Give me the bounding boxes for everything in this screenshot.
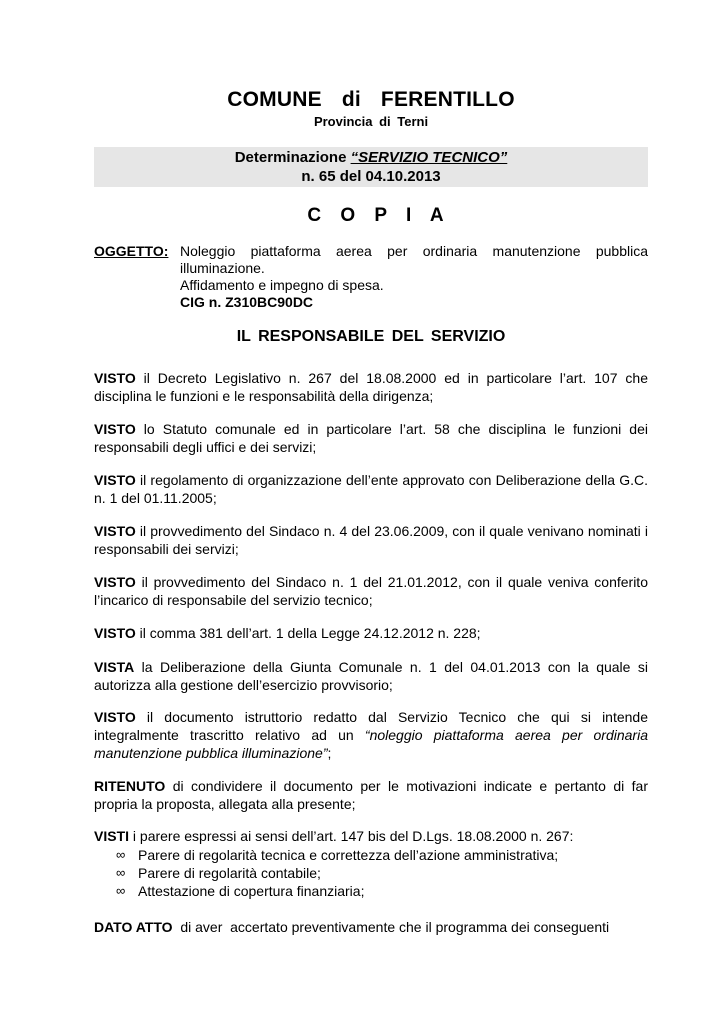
list-item-text: Parere di regolarità tecnica e correttezza dell’azione amministrativa; <box>138 847 559 863</box>
determinazione-number: n. 65 del 04.10.2013 <box>301 168 441 185</box>
paragraph <box>94 522 648 558</box>
paragraph-keyword: DATO ATTO <box>94 919 173 935</box>
paragraph-keyword: VISTO <box>94 709 136 725</box>
list-item-text: Attestazione di copertura finanziaria; <box>138 883 365 899</box>
paragraph-keyword: VISTO <box>94 370 136 386</box>
paragraph <box>94 573 648 609</box>
paragraph <box>94 708 648 762</box>
list-item <box>94 864 648 882</box>
paragraph-keyword: VISTO <box>94 574 136 590</box>
paragraph-keyword: VISTO <box>94 625 136 641</box>
paragraph-dato-atto <box>94 918 648 936</box>
paragraph <box>94 658 648 694</box>
paragraph-italic-text: “noleggio piattaforma aerea per ordinaria manutenzione pubblica illuminazione” <box>94 727 648 761</box>
paragraph-text: di condividere il documento per le motivazioni indicate e pertanto di far propria la proposta, allegata alla presente; <box>94 778 648 812</box>
determinazione-box <box>94 147 648 187</box>
bullet-list <box>94 846 648 900</box>
paragraph-tail: ; <box>327 745 332 761</box>
oggetto-line-3: Affidamento e impegno di spesa. <box>180 277 384 293</box>
paragraph-keyword: VISTO <box>94 523 136 539</box>
paragraph-text: la Deliberazione della Giunta Comunale n. 1 del 04.01.2013 con la quale si autorizza alla gestione dell’esercizio provvisorio; <box>94 659 648 693</box>
paragraph <box>94 827 648 845</box>
paragraph <box>94 777 648 813</box>
paragraph-text: il documento istruttorio redatto dal Servizio Tecnico che qui si intende integralmente trascritto relativo ad un <box>94 709 648 743</box>
section-heading: IL RESPONSABILE DEL SERVIZIO <box>236 328 506 345</box>
oggetto-line-2: illuminazione. <box>180 260 265 276</box>
paragraph <box>94 471 648 507</box>
page-subtitle: Provincia di Terni <box>313 114 429 129</box>
determinazione-service: “SERVIZIO TECNICO” <box>350 149 508 166</box>
paragraph-keyword: VISTI <box>94 828 130 844</box>
paragraph-keyword: VISTA <box>94 659 135 675</box>
copia-label: C O P I A <box>307 205 451 226</box>
determinazione-label: Determinazione <box>234 149 347 166</box>
oggetto-label: OGGETTO: <box>94 243 169 259</box>
paragraph <box>94 624 648 642</box>
paragraph-text: il comma 381 dell’art. 1 della Legge 24.12.2012 n. 228; <box>135 625 481 641</box>
paragraph-keyword: VISTO <box>94 421 136 437</box>
paragraph-text: lo Statuto comunale ed in particolare l’art. 58 che disciplina le funzioni dei responsabili degli uffici e dei servizi; <box>94 421 648 455</box>
oggetto-cig: CIG n. Z310BC90DC <box>180 294 314 310</box>
paragraph-text: il provvedimento del Sindaco n. 1 del 21.01.2012, con il quale veniva conferito l’incarico di responsabile del servizio tecnico; <box>94 574 648 608</box>
paragraph-text: di aver accertato preventivamente che il programma dei conseguenti <box>172 919 610 935</box>
list-item <box>94 846 648 864</box>
paragraph-text: i parere espressi ai sensi dell’art. 147 bis del D.Lgs. 18.08.2000 n. 267: <box>129 828 574 844</box>
determinazione-heading <box>94 149 648 166</box>
paragraph-text: il Decreto Legislativo n. 267 del 18.08.2000 ed in particolare l’art. 107 che disciplina le funzioni e le responsabilità della dirigenza; <box>94 370 648 404</box>
paragraph-text: il regolamento di organizzazione dell’ente approvato con Deliberazione della G.C. n. 1 del 01.11.2005; <box>94 472 648 506</box>
paragraph <box>94 369 648 405</box>
paragraph-keyword: RITENUTO <box>94 778 166 794</box>
infinity-bullet-icon: ∞ <box>116 847 126 862</box>
list-item-text: Parere di regolarità contabile; <box>138 865 321 881</box>
infinity-bullet-icon: ∞ <box>116 865 126 880</box>
paragraph <box>94 420 648 456</box>
page-title: COMUNE di FERENTILLO <box>227 88 515 111</box>
list-item <box>94 882 648 900</box>
oggetto-line-1: Noleggio piattaforma aerea per ordinaria manutenzione pubblica <box>180 243 648 259</box>
paragraph-keyword: VISTO <box>94 472 136 488</box>
infinity-bullet-icon: ∞ <box>116 883 126 898</box>
paragraph-text: il provvedimento del Sindaco n. 4 del 23.06.2009, con il quale venivano nominati i responsabili dei servizi; <box>94 523 648 557</box>
